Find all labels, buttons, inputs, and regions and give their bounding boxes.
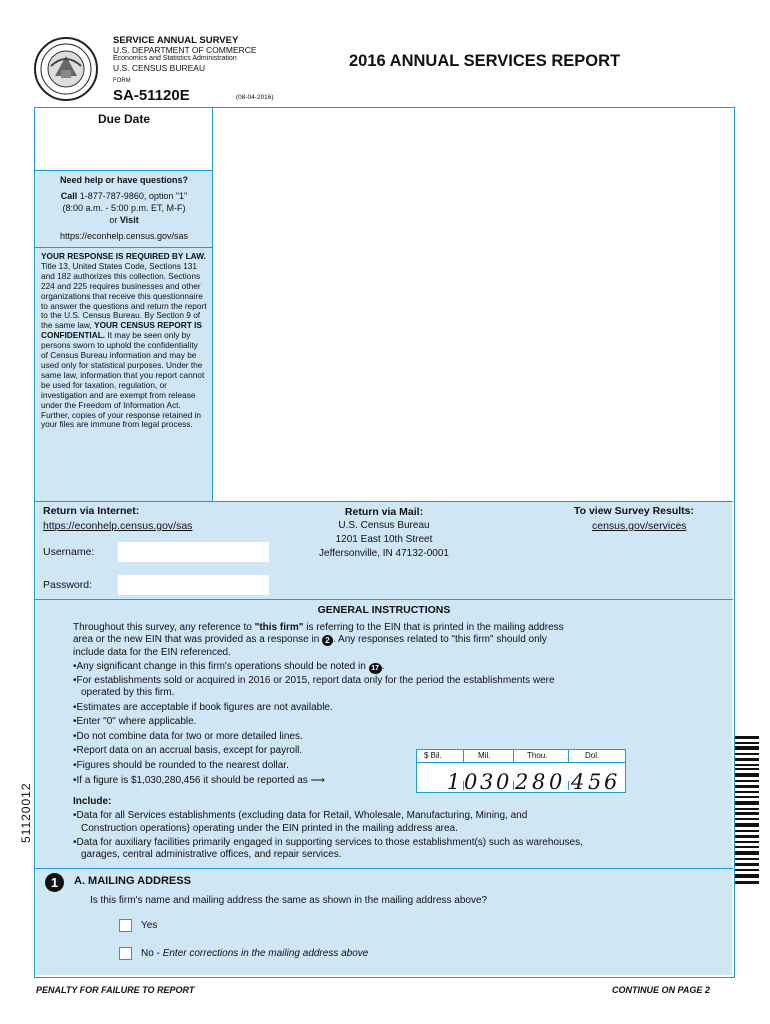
example-digit: 0 — [464, 770, 478, 794]
instructions-title: GENERAL INSTRUCTIONS — [317, 604, 451, 616]
example-digit: 4 — [571, 770, 585, 794]
mailing-address-question: Is this firm's name and mailing address the same as shown in the mailing address above? — [90, 895, 488, 906]
mail-title: Return via Mail: — [344, 506, 424, 518]
results-title: To view Survey Results: — [574, 505, 695, 517]
ref-item-17: 17 — [369, 663, 382, 674]
no-note: Enter corrections in the mailing address above — [162, 948, 369, 959]
bullet-estimates: •Estimates are acceptable if book figures are not available. — [73, 701, 333, 713]
help-url[interactable]: https://econhelp.census.gov/sas — [59, 231, 189, 241]
mail-line-3: Jeffersonville, IN 47132-0001 — [319, 548, 449, 559]
example-digit: 0 — [549, 770, 563, 794]
example-digit: 3 — [480, 770, 494, 794]
form-number: SA-51120E — [113, 87, 190, 104]
include-services: •Data for all Services establishments (excluding data for Retail, Wholesale, Manufacturing, Mining, and — [73, 810, 528, 822]
administration-name: Economics and Statistics Administration — [113, 55, 237, 62]
header-thou: Thou. — [527, 751, 548, 760]
bullet-change: •Any significant change in this firm's operations should be noted in — [73, 661, 366, 672]
header-bil: $ Bil. — [424, 751, 442, 760]
help-phone: 1-877-787-9860, option "1" — [79, 191, 188, 201]
department-name: U.S. DEPARTMENT OF COMMERCE — [113, 45, 257, 55]
password-field[interactable] — [118, 575, 269, 595]
include-auxiliary: •Data for auxiliary facilities primarily engaged in supporting services to those establishment(s) such as warehouses, — [73, 836, 583, 848]
barcode — [735, 736, 759, 886]
bullet-zero: •Enter "0" where applicable. — [73, 716, 197, 728]
side-form-code: 51120012 — [19, 782, 33, 843]
form-date: (08-04-2016) — [236, 94, 274, 101]
penalty-notice: PENALTY FOR FAILURE TO REPORT — [36, 985, 195, 995]
visit-label: Visit — [119, 215, 139, 225]
bullet-example: •If a figure is $1,030,280,456 it should be reported as — [73, 774, 308, 786]
example-digit: 2 — [515, 770, 529, 794]
due-date-box — [36, 109, 212, 170]
no-checkbox[interactable] — [119, 947, 132, 960]
form-label: FORM — [113, 78, 131, 84]
section-number-badge: 1 — [45, 873, 64, 892]
yes-checkbox[interactable] — [119, 919, 132, 932]
instructions-intro: Throughout this survey, any reference to "this firm" is referring to the EIN that is printed in the mailing address area or the new EIN that was provided as a response in 2 . Any responses related to "this firm" should only include data for the EIN referenced. — [73, 622, 564, 658]
internet-title: Return via Internet: — [43, 505, 140, 517]
census-seal-logo — [33, 36, 99, 102]
header-dol: Dol. — [585, 751, 600, 760]
example-digit: 8 — [532, 770, 546, 794]
mail-line-2: 1201 East 10th Street — [335, 534, 433, 545]
law-text-1: Title 13, United States Code, Sections 131 and 182 authorizes this collection. Sections 224 and 225 requires businesses and other organizations that receive this questionnaire to answer the questions and return the report to the U.S. Census Bureau. By Section 9 of the same law, — [41, 260, 207, 331]
password-label: Password: — [43, 579, 93, 591]
help-box — [36, 171, 212, 247]
username-field[interactable] — [118, 542, 269, 562]
yes-label: Yes — [141, 920, 158, 931]
law-text-2: It may be seen only by persons sworn to uphold the confidentiality of Census Bureau information and may be used only for statistical purposes. Under the same law, information that you report cannot be used for taxation, regulation, or investigation and are exempt from release under the Freedom of Information Act. Further, copies of your response retained in your files are immune from legal process. — [41, 330, 205, 430]
law-heading: YOUR RESPONSE IS REQUIRED BY LAW. — [41, 251, 206, 261]
results-url[interactable]: census.gov/services — [592, 520, 687, 532]
mail-line-1: U.S. Census Bureau — [338, 520, 430, 531]
mailing-label-area — [214, 109, 732, 501]
bureau-name: U.S. CENSUS BUREAU — [113, 63, 206, 73]
bullet-accrual: •Report data on an accrual basis, except for payroll. — [73, 745, 303, 757]
header-mil: Mil. — [478, 751, 491, 760]
example-digit: 6 — [604, 770, 618, 794]
continue-notice: CONTINUE ON PAGE 2 — [612, 985, 710, 995]
no-label: No - — [141, 948, 160, 959]
section-a-title: A. MAILING ADDRESS — [74, 875, 191, 887]
report-title: 2016 ANNUAL SERVICES REPORT — [349, 52, 621, 70]
help-title: Need help or have questions? — [59, 175, 189, 185]
instruction-bullets: •Any significant change in this firm's operations should be noted in 17 . •For establishments sold or acquired in 2016 or 2015, report data only for the period the establishments were operated by this firm. •Estimates are acceptable if book figures are not available. •Enter "0" where applicable. •Do not combine data for two or more detailed lines. •Report data on an accrual basis, except for payroll. •Figures should be rounded to the nearest dollar. •If a figure is $1,030,280,456 it should be reported as ⟶ — [73, 660, 723, 788]
example-digit: 0 — [496, 770, 510, 794]
username-label: Username: — [43, 546, 95, 558]
due-date-label: Due Date — [97, 112, 150, 126]
example-digit: 5 — [588, 770, 602, 794]
ref-item-2: 2 — [322, 635, 333, 646]
help-hours: (8:00 a.m. - 5:00 p.m. ET, M-F) — [62, 203, 186, 213]
example-digit: 1 — [447, 770, 461, 794]
no-option — [141, 948, 368, 959]
call-label: Call — [60, 191, 78, 201]
bullet-rounded: •Figures should be rounded to the nearest dollar. — [73, 759, 289, 771]
legal-notice — [36, 248, 212, 501]
confidential-heading: YOUR CENSUS REPORT IS CONFIDENTIAL. — [41, 320, 202, 341]
help-or: or — [109, 215, 118, 225]
internet-url[interactable]: https://econhelp.census.gov/sas — [43, 520, 193, 532]
arrow-icon: ⟶ — [310, 774, 325, 786]
include-title: Include: — [73, 796, 112, 807]
include-block: Include: •Data for all Services establishments (excluding data for Retail, Wholesale, Manufacturing, Mining, and Construction operations) operating under the EIN printed in the mailing address area. •Data for auxiliary facilities primarily engaged in supporting services to those establishment(s) such as warehouses, garages, central administrative offices, and repair services. — [73, 796, 723, 861]
mail-block — [290, 505, 478, 561]
bullet-sold: •For establishments sold or acquired in 2016 or 2015, report data only for the period the establishments were — [73, 674, 555, 686]
survey-name: SERVICE ANNUAL SURVEY — [113, 35, 239, 46]
bullet-combine: •Do not combine data for two or more detailed lines. — [73, 730, 303, 742]
